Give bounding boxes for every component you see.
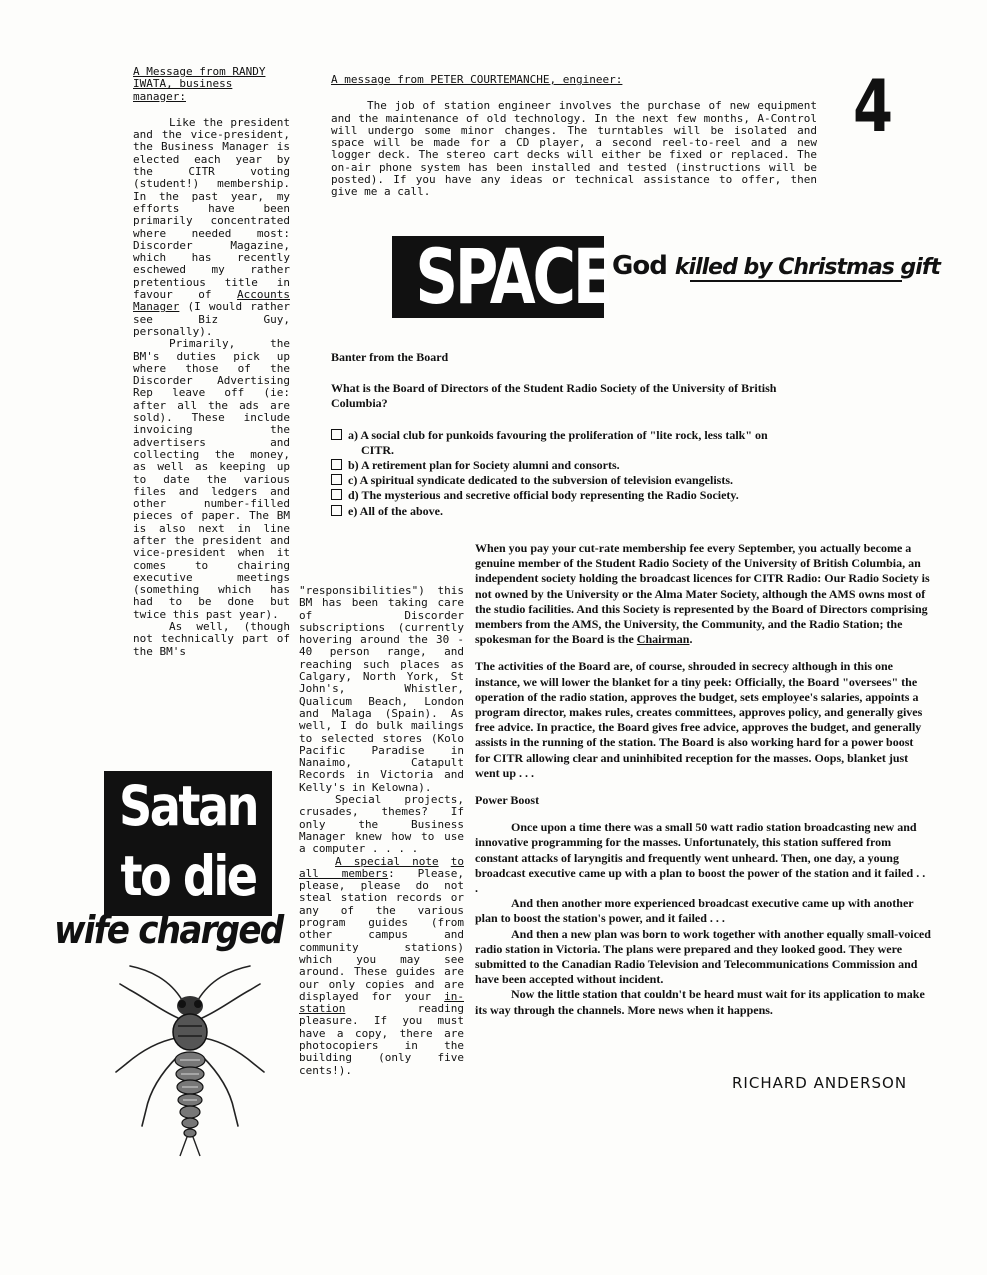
option-e-text: e) All of the above. bbox=[348, 503, 443, 518]
board-option-c bbox=[331, 473, 786, 488]
checkbox-d bbox=[331, 489, 342, 500]
option-d-text: d) The mysterious and secretive official body representing the Radio Society. bbox=[348, 488, 739, 503]
board-paragraph-2: The activities of the Board are, of course, shrouded in secrecy although in this one instance, we will lower the blanket for a tiny peek: Officially, the Board "oversees" the operation of the radio station, approves the budget, sets employee's salaries, appoints a program director, makes rules, creates committees, approves policy, and generally gives free advice. In practice, the Board gives free advice, approves the budget, and generally assists in the running of the station. The Board is also working hard for a power boost for CITR allowing clear and uninhibited reception for the masses. Oops, blanket just went up . . . bbox=[475, 659, 923, 780]
board-title: Banter from the Board bbox=[331, 350, 449, 364]
randy-heading-line3: manager: bbox=[133, 89, 186, 103]
randy-paragraph-1 bbox=[133, 117, 290, 338]
satan-headline bbox=[117, 771, 258, 911]
checkbox-e bbox=[331, 505, 342, 516]
board-option-b bbox=[331, 458, 786, 473]
board-option-e bbox=[331, 504, 786, 519]
board-option-d bbox=[331, 488, 781, 503]
board-body bbox=[475, 541, 931, 1018]
satan-line-1: Satan bbox=[118, 774, 257, 838]
checkbox-c bbox=[331, 474, 342, 485]
power-boost-title: Power Boost bbox=[475, 793, 540, 808]
randy-p1-text: Like the president and the vice-president, the Business Manager is elected each year by the CITR voting (student!) membership. In the past year, my efforts have been primarily concentrated where needed most: Discorder Magazine, which has recently eschewed my rather pretentious title in favour of bbox=[133, 115, 290, 302]
randy-p1-end: (I would rather see Biz Guy, personally). bbox=[133, 300, 290, 338]
board-section bbox=[331, 350, 786, 519]
space-sub-killed: killed by Christmas gift bbox=[674, 255, 940, 280]
randy-heading bbox=[133, 66, 290, 103]
note-in-station: in-station bbox=[299, 989, 464, 1016]
power-paragraph-4: Now the little station that couldn't be heard must wait for its application to make its way through the channels. More news when it happens. bbox=[475, 987, 925, 1017]
randy-continuation: "responsibilities") this BM has been taking care of Discorder subscriptions (currently hovering around the 30 - 40 person range, and reaching such places as Calgary, North York, St John's, Whistler, Qualicum Beach, London and Malaga (Spain). As well, I do bulk mailings to selected stores (Kolo Pacific Paradise in Nanaimo, Catapult Records in Victoria and Kelly's in Kelowna). bbox=[299, 584, 464, 794]
space-headline: SPACE bbox=[415, 232, 611, 321]
randy-heading-line1: A Message from RANDY bbox=[133, 65, 266, 78]
checkbox-a bbox=[331, 429, 342, 440]
randy-p1-accounts: Accounts bbox=[237, 288, 290, 302]
board-question: What is the Board of Directors of the Student Radio Society of the University of British Columbia? bbox=[331, 381, 777, 411]
engineer-heading: A message from PETER COURTEMANCHE, engineer: bbox=[331, 73, 623, 86]
space-underline bbox=[690, 280, 902, 282]
option-b-text: b) A retirement plan for Society alumni and consorts. bbox=[348, 458, 620, 473]
randy-heading-line2: IWATA, business bbox=[133, 77, 233, 91]
randy-paragraph-4: Special projects, crusades, themes? If only the Business Manager knew how to use a computer . . . . bbox=[299, 793, 464, 856]
author-signature: RICHARD ANDERSON bbox=[732, 1074, 908, 1092]
power-paragraph-2: And then another more experienced broadcast executive came up with another plan to boost the station's power, and it failed . . . bbox=[475, 896, 914, 926]
note-body: : Please, please, please do not steal station records or any of the various program guides (from other campus and community stations) which you may see around. These guides are our only copies and are displayed for your bbox=[299, 866, 464, 1003]
option-a-text: a) A social club for punkoids favouring the proliferation of "lite rock, less talk" on CITR. bbox=[348, 427, 768, 457]
insect-illustration bbox=[90, 960, 290, 1160]
board-paragraph-1 bbox=[475, 541, 931, 647]
board-para1-text: When you pay your cut-rate membership fee every September, you actually become a genuine member of the Student Radio Society of the University of British Columbia, an independent society holding the broadcast licences for CITR Radio: Our Radio Society is not owned by the University or the Alma Mater Society, although the AMS owns most of the studio facilities. And this Society is represented by the Board of Directors comprising members from the AMS, the University, the Community, and the Radio Station; the spokesman for the Board is the bbox=[475, 541, 930, 647]
space-sub-god: God bbox=[612, 251, 667, 281]
board-option-a bbox=[331, 428, 786, 458]
note-end: reading pleasure. If you must have a copy, there are photocopiers in the building (only five cents!). bbox=[299, 1002, 464, 1077]
randy-paragraph-3: As well, (though not technically part of the BM's bbox=[133, 620, 290, 658]
power-paragraph-1: Once upon a time there was a small 50 watt radio station broadcasting new and innovative programming for the masses. Unfortunately, this station suffered from constant attacks of laryngitis and frequently went unheard. Then, one day, a young broadcast executive came up with a plan to boost the power of the station and it failed . . . bbox=[475, 820, 926, 896]
board-para1-end: . bbox=[689, 632, 693, 647]
option-c-text: c) A spiritual syndicate dedicated to the subversion of television evangelists. bbox=[348, 473, 733, 488]
randy-special-note bbox=[299, 856, 464, 1077]
checkbox-b bbox=[331, 459, 342, 470]
power-paragraph-3: And then a new plan was born to work together with another equally small-voiced radio station in Victoria. The plans were prepared and they looked good. They were submitted to the Canadian Radio Television and Telecommunications Commission and have been accepted without incident. bbox=[475, 926, 931, 987]
engineer-body: The job of station engineer involves the purchase of new equipment and the maintenance of old technology. In the next few months, A-Control will undergo some minor changes. The turntables will be isolated and space will be made for a CD player, a second reel-to-reel and a new logger deck. The stereo cart decks will either be fixed or replaced. The on-air phone system has been installed and tested (instructions will be posted). If you have any ideas or technical assistance to offer, then give me a call. bbox=[331, 99, 817, 199]
note-heading-1: A special note bbox=[335, 854, 439, 868]
engineer-section bbox=[331, 74, 817, 199]
randy-continuation-column bbox=[299, 585, 464, 1077]
satan-line-2: to die bbox=[120, 844, 256, 908]
page-number: 4 bbox=[853, 64, 894, 148]
randy-paragraph-2: Primarily, the BM's duties pick up where those of the Discorder Advertising Rep leave off (ie: after all the ads are sold). These include invoicing the advertisers and collecting the money, as well as keeping up to date the various files and ledgers and other number-filled pieces of paper. The BM is also next in line after the president and vice-president when it comes to chairing executive meetings (something which has had to be done but twice this past year). bbox=[133, 337, 290, 621]
note-heading-2: to all members bbox=[299, 854, 464, 880]
wife-charged-headline: wife charged bbox=[54, 908, 283, 952]
board-para1-chairman: Chairman bbox=[636, 632, 690, 647]
randy-column bbox=[133, 66, 290, 658]
randy-p1-manager: Manager bbox=[133, 300, 180, 314]
